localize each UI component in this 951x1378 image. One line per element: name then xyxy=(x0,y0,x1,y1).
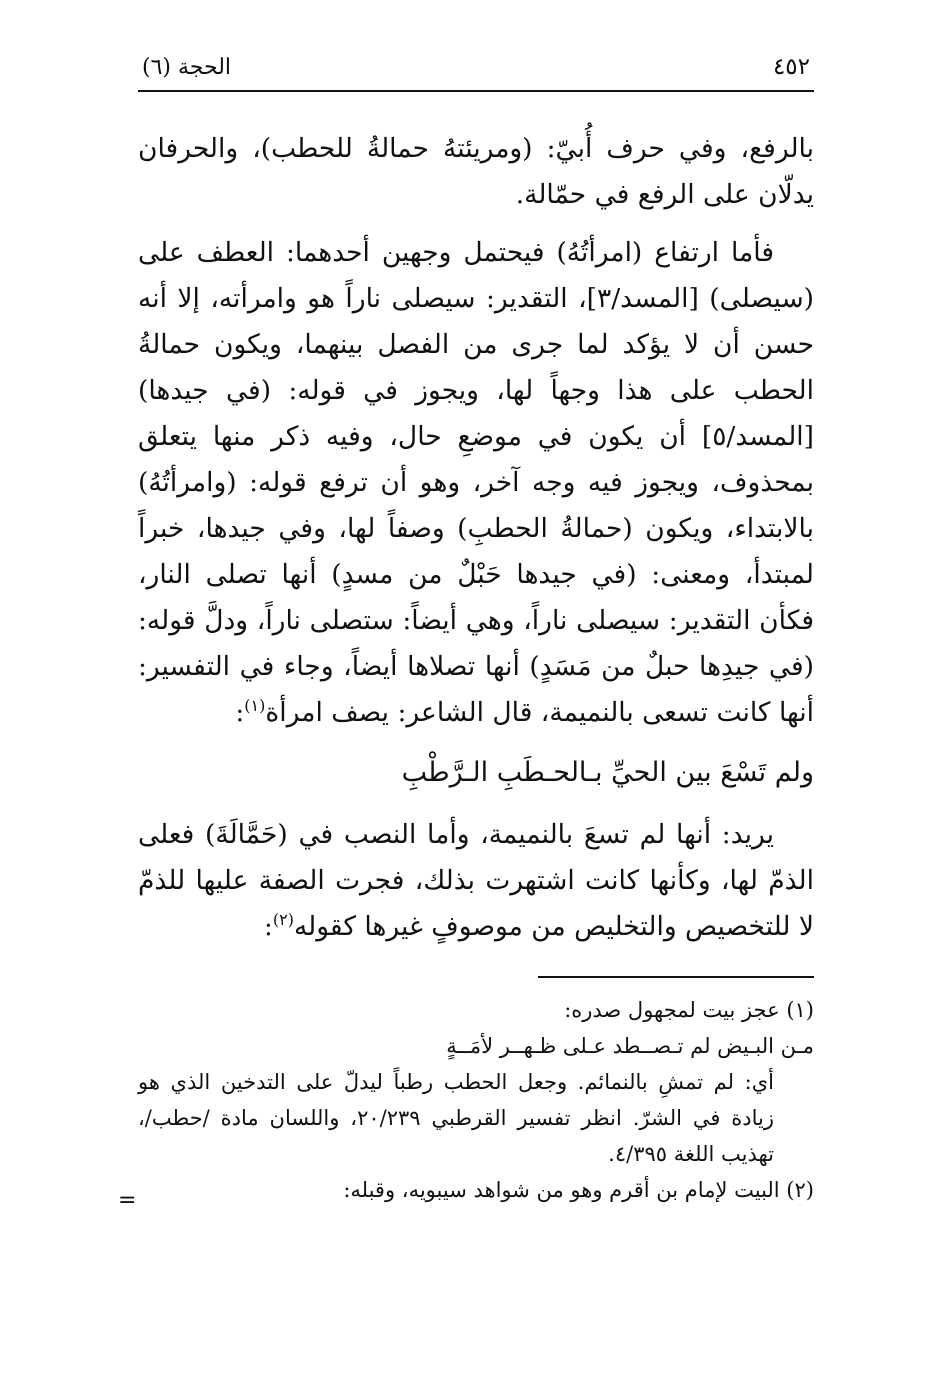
paragraph-2-text: فأما ارتفاع (امرأتُهُ) فيحتمل وجهين أحدهما: العطف على (سيصلى) [المسد/٣]، التقدير: سيصلى ناراً هو وامرأته، إلا أنه حسن أن لا يؤكد لما جرى من الفصل بينهما، ويكون حمالةُ الحطب على هذا وجهاً لها، ويجوز في قوله: (في جيدها) [المسد/٥] أن يكون في موضعِ حال، وفيه ذكر منها يتعلق بمحذوف، ويجوز فيه وجه آخر، وهو أن ترفع قوله: (وامرأتُهُ) بالابتداء، ويكون (حمالةُ الحطبِ) وصفاً لها، وفي جيدها، خبراً لمبتدأ، ومعنى: (في جيدها حَبْلٌ من مسدٍ) أنها تصلى النار، فكأن التقدير: سيصلى ناراً، وهي أيضاً: ستصلى ناراً، ودلَّ قوله: (في جيدِها حبلٌ من مَسَدٍ) أنها تصلاها أيضاً، وجاء في التفسير: أنها كانت تسعى بالنميمة، قال الشاعر: يصف امرأة xyxy=(138,237,815,728)
running-title: الحجة (٦) xyxy=(142,55,232,80)
continuation-mark: = xyxy=(118,1188,137,1213)
footnote-separator xyxy=(538,976,814,978)
footnote-2: (٢) البيت لإمام بن أقرم وهو من شواهد سيبويه، وقبله: xyxy=(343,1178,814,1202)
footnote-1-head: (١) عجز بيت لمجهول صدره: xyxy=(564,998,814,1022)
footnotes xyxy=(138,992,814,1208)
page-number: ٤٥٢ xyxy=(772,54,810,80)
footnote-1-explanation: أي: لم تمشِ بالنمائم. وجعل الحطب رطباً ليدلّ على التدخين الذي هو زيادة في الشرّ. انظر تفسير القرطبي ٢٠/٢٣٩، واللسان مادة /حطب/، تهذيب اللغة ٤/٣٩٥. xyxy=(138,1070,774,1166)
book-page xyxy=(138,40,814,1208)
paragraph-3-text: يريد: أنها لم تسعَ بالنميمة، وأما النصب في (حَمَّالَةَ) فعلى الذمّ لها، وكأنها كانت اشتهرت بذلك، فجرت الصفة عليها للذمّ لا للتخصيص والتخليص من موصوفٍ غيرها كقوله xyxy=(138,819,814,942)
verse-line: ولم تَسْعَ بين الحيِّ بـالحـطَبِ الـرَّطْبِ xyxy=(401,757,814,788)
paragraph-2 xyxy=(138,230,814,736)
paragraph-1: بالرفع، وفي حرف أُبيّ: (ومريئتهُ حمالةُ للحطب)، والحرفان يدلّان على الرفع في حمّالة. xyxy=(138,133,814,210)
footnote-ref-2[interactable]: (٢) xyxy=(272,910,294,930)
paragraph-3-end: : xyxy=(263,911,273,942)
footnote-ref-1[interactable]: (١) xyxy=(244,696,266,716)
paragraph-2-end: : xyxy=(235,697,245,728)
page-header xyxy=(138,40,814,92)
paragraph-3 xyxy=(138,812,814,950)
main-text xyxy=(138,126,814,950)
footnote-1-verse: مـن البـيض لم تـصــطد عـلى ظـهــر لأمَــةٍ xyxy=(446,1034,814,1058)
